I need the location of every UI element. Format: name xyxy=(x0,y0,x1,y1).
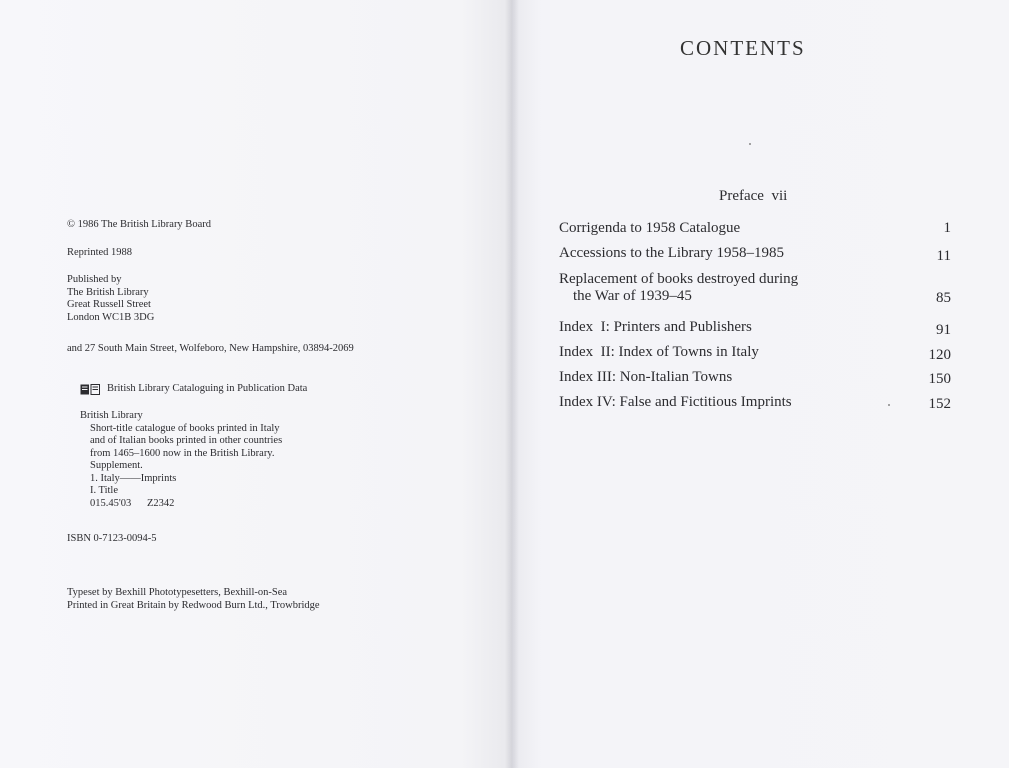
cip-heading xyxy=(80,383,307,396)
publisher-line: Great Russell Street xyxy=(67,299,151,310)
cip-line: from 1465–1600 now in the British Library. xyxy=(90,447,275,459)
contents-title: CONTENTS xyxy=(680,36,806,60)
printed-line: Printed in Great Britain by Redwood Burn Ltd., Trowbridge xyxy=(67,599,320,611)
toc-entry-label: Corrigenda to 1958 Catalogue xyxy=(559,220,741,236)
toc-entry-label-continued: the War of 1939–45 xyxy=(573,288,692,304)
toc-entry-page: 152 xyxy=(928,396,951,412)
cip-heading-text: British Library Cataloguing in Publication Data xyxy=(107,383,308,394)
reprint-line: Reprinted 1988 xyxy=(67,247,133,258)
toc-entry-label: Index I: Printers and Publishers xyxy=(559,319,752,335)
cip-main-entry: British Library xyxy=(80,410,143,421)
cip-line: 015.45'03 Z2342 xyxy=(90,497,175,509)
book-gutter xyxy=(505,0,519,768)
toc-entry-label: Replacement of books destroyed during xyxy=(559,271,799,287)
open-book-icon xyxy=(80,384,100,395)
publisher-block xyxy=(67,274,154,324)
toc-entry-label: Index IV: False and Fictitious Imprints xyxy=(559,394,792,410)
toc-entry-page: 91 xyxy=(936,322,951,338)
cip-record xyxy=(80,410,282,510)
publisher-line: Published by xyxy=(67,274,122,285)
printer-block xyxy=(67,587,320,612)
publisher-line: London WC1B 3DG xyxy=(67,311,155,323)
ornament-dot xyxy=(749,143,751,145)
toc-entry-label: Index II: Index of Towns in Italy xyxy=(559,344,759,360)
cip-line: I. Title xyxy=(90,485,119,496)
us-address-line: and 27 South Main Street, Wolfeboro, New Hampshire, 03894-2069 xyxy=(67,343,354,354)
toc-entry-page: 1 xyxy=(943,220,951,236)
typeset-line: Typeset by Bexhill Phototypesetters, Bexhill-on-Sea xyxy=(67,587,288,598)
toc-entry-page: 85 xyxy=(936,290,951,306)
toc-entry-page: 120 xyxy=(928,347,951,363)
toc-entry-page: 150 xyxy=(928,371,951,387)
toc-entry-page: 11 xyxy=(936,248,951,264)
toc-entry-label: Accessions to the Library 1958–1985 xyxy=(559,245,784,261)
toc-entry-label: Index III: Non-Italian Towns xyxy=(559,369,733,385)
preface-entry: Preface vii xyxy=(719,188,788,204)
cip-line: Short-title catalogue of books printed in Italy xyxy=(90,422,280,434)
cip-line: Supplement. xyxy=(90,460,143,471)
copyright-line: © 1986 The British Library Board xyxy=(67,219,211,230)
stray-dot xyxy=(888,404,890,406)
cip-line: and of Italian books printed in other countries xyxy=(90,435,283,446)
isbn-line: ISBN 0-7123-0094-5 xyxy=(67,533,157,544)
cip-line: 1. Italy——Imprints xyxy=(90,472,177,484)
publisher-line: The British Library xyxy=(67,286,149,298)
